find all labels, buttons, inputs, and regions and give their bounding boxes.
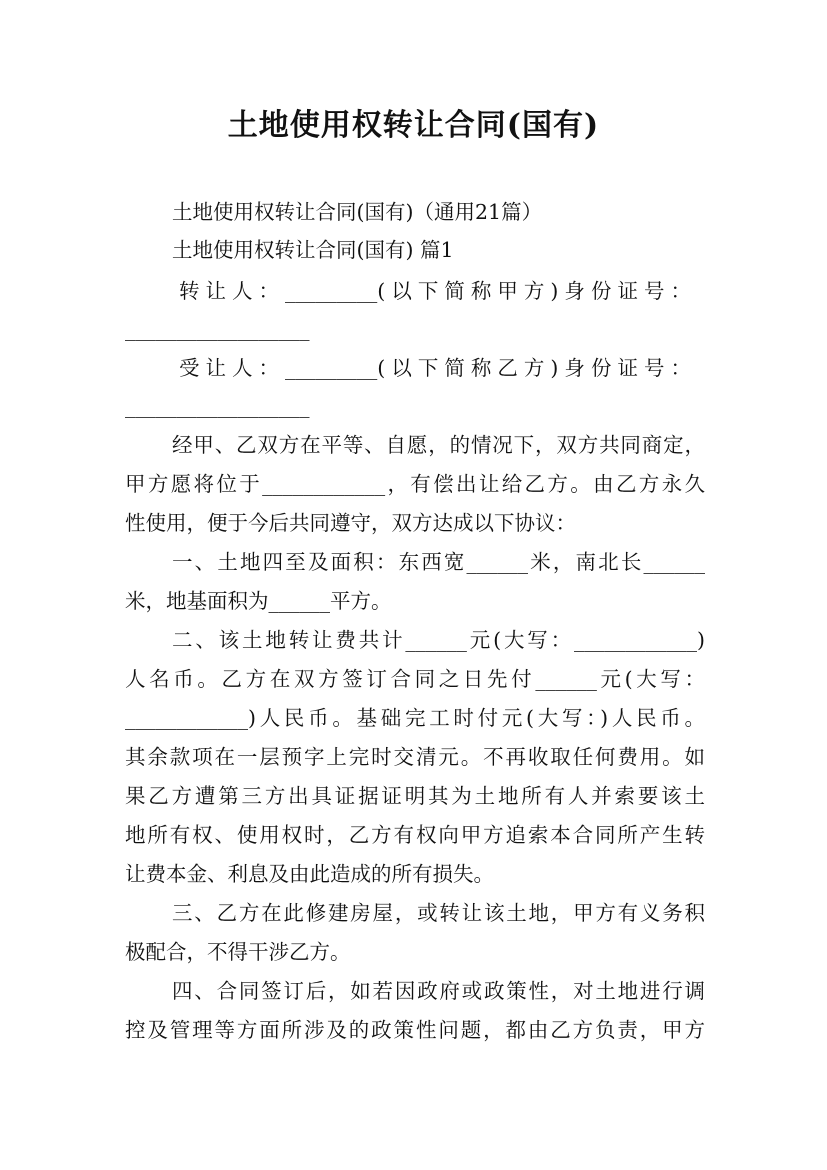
clause-2-line: 其余款项在一层预字上完时交清元。不再收取任何费用。如	[125, 745, 705, 769]
section-heading: 土地使用权转让合同(国有) 篇1	[172, 238, 454, 262]
paragraph-line: 甲方愿将位于____________，有偿出让给乙方。由乙方永久	[125, 472, 705, 496]
clause-2-line: 地所有权、使用权时，乙方有权向甲方追索本合同所产生转	[125, 823, 705, 847]
clause-1-line: 米，地基面积为______平方。	[125, 589, 392, 613]
clause-3-line: 极配合，不得干涉乙方。	[125, 940, 351, 964]
document-title: 土地使用权转让合同(国有)	[227, 108, 600, 143]
clause-4-line: 四、合同签订后，如若因政府或政策性，对土地进行调	[172, 979, 705, 1003]
clause-2-line: 果乙方遭第三方出具证据证明其为土地所有人并索要该土	[125, 784, 705, 808]
transferee-line: 受让人：_________(以下简称乙方)身份证号：	[179, 356, 691, 380]
subtitle-line: 土地使用权转让合同(国有)（通用21篇）	[172, 200, 543, 224]
paragraph-line: 性使用，便于今后共同遵守，双方达成以下协议：	[125, 511, 576, 535]
clause-3-line: 三、乙方在此修建房屋，或转让该土地，甲方有义务积	[172, 901, 705, 925]
paragraph-line: 经甲、乙双方在平等、自愿，的情况下，双方共同商定，	[172, 433, 705, 457]
clause-2-line: ____________)人民币。基础完工时付元(大写：)人民币。	[125, 706, 705, 730]
clause-2-line: 二、该土地转让费共计______元(大写：____________)	[172, 628, 705, 652]
clause-4-line: 控及管理等方面所涉及的政策性问题，都由乙方负责，甲方	[125, 1018, 705, 1042]
clause-2-line: 人名币。乙方在双方签订合同之日先付______元(大写：	[125, 667, 705, 691]
clause-1-line: 一、土地四至及面积：东西宽______米，南北长______	[172, 550, 705, 574]
transferor-line: 转让人：_________(以下简称甲方)身份证号：	[179, 279, 691, 303]
clause-2-line: 让费本金、利息及由此造成的所有损失。	[125, 862, 494, 886]
transferee-id-blank: __________________	[125, 394, 310, 418]
transferor-id-blank: __________________	[125, 317, 310, 341]
